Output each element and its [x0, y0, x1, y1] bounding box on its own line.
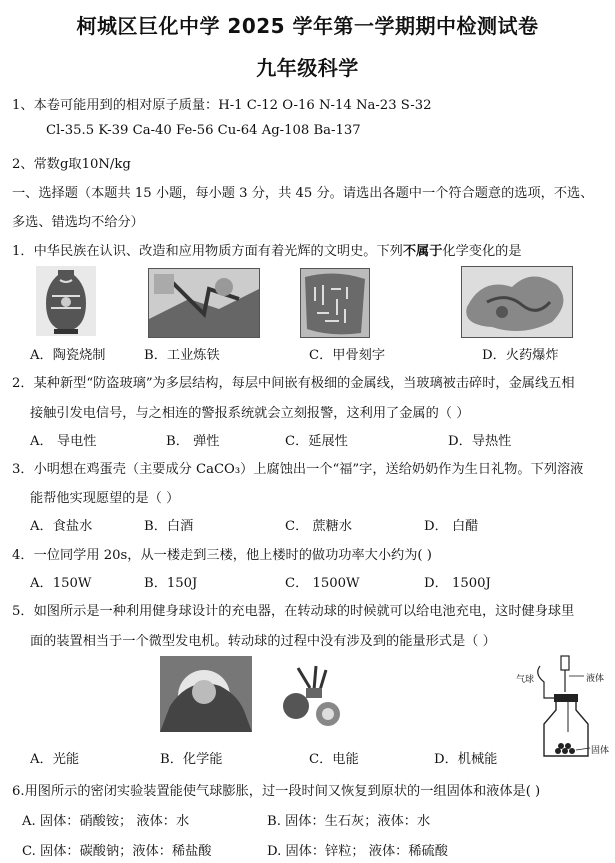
liquid-label: 液体 — [586, 674, 605, 684]
gunpowder-explosion-image — [461, 266, 573, 338]
q5-option-c: C．电能 — [309, 752, 359, 767]
subject-title: 九年级科学 — [256, 56, 359, 80]
q3-option-b: B．白酒 — [144, 519, 194, 534]
q2-stem-line1: 2．某种新型“防盗玻璃”为多层结构，每层中间嵌有极细的金属线，当玻璃被击碎时，金属线五相 — [12, 376, 575, 391]
q3-option-c: C． 蔗糖水 — [285, 519, 353, 534]
q5-option-a: A．光能 — [30, 752, 80, 767]
q1-stem-post: 化学变化的是 — [442, 244, 522, 259]
q1-option-d: D．火药爆炸 — [482, 348, 559, 363]
q6-option-a: A. 固体：硝酸铵； 液体：水 — [22, 814, 190, 829]
q5-option-d: D．机械能 — [434, 752, 498, 767]
porcelain-vase-image — [36, 266, 96, 336]
exam-title: 柯城区巨化中学 2025 学年第一学期期中检测试卷 — [76, 14, 539, 38]
section-heading-line2: 多选、错选均不给分） — [12, 215, 144, 230]
q3-stem-line2: 能帮他实现愿望的是（ ） — [30, 491, 180, 506]
q4-option-b: B．150J — [144, 576, 198, 591]
fitness-ball-hand-image — [160, 656, 252, 732]
q1-option-c: C．甲骨刻字 — [309, 348, 386, 363]
q1-stem-bold: 不属于 — [402, 244, 443, 259]
oracle-bone-image — [300, 268, 370, 338]
q5-stem-line1: 5．如图所示是一种利用健身球设计的充电器，在转动球的时候就可以给电池充电，这时健身球里 — [12, 604, 575, 619]
q4-stem: 4．一位同学用 20s，从一楼走到三楼，他上楼时的做功功率大小约为( ) — [12, 548, 432, 563]
section-heading-line1: 一、选择题（本题共 15 小题，每小题 3 分，共 45 分。请选出各题中一个符合题意的选项，不选、 — [12, 186, 594, 201]
q3-stem-line1: 3．小明想在鸡蛋壳（主要成分 CaCO₃）上腐蚀出一个“福”字，送给奶奶作为生日礼物。下列溶液 — [12, 462, 584, 477]
q5-option-b: B．化学能 — [160, 752, 223, 767]
q1-stem-pre: 1．中华民族在认识、改造和应用物质方面有着光辉的文明史。下列 — [12, 244, 403, 259]
note-gravity-constant: 2、常数g取10N/kg — [12, 157, 131, 172]
balloon-label: 气球 — [516, 675, 535, 685]
q4-option-c: C． 1500W — [285, 576, 360, 591]
q1-stem — [12, 240, 522, 259]
iron-smelting-image — [148, 268, 260, 338]
q4-option-d: D． 1500J — [424, 576, 491, 591]
note-atomic-mass-line2: Cl-35.5 K-39 Ca-40 Fe-56 Cu-64 Ag-108 Ba-137 — [46, 123, 361, 138]
q5-stem-line2: 面的装置相当于一个微型发电机。转动球的过程中没有涉及到的能量形式是（ ） — [30, 634, 496, 649]
q1-option-b: B．工业炼铁 — [144, 348, 220, 363]
charger-parts-image — [276, 662, 354, 732]
q1-option-a: A．陶瓷烧制 — [30, 348, 106, 363]
q6-stem: 6.用图所示的密闭实验装置能使气球膨胀，过一段时间又恢复到原状的一组固体和液体是( ) — [12, 784, 541, 799]
q6-option-d: D. 固体：锌粒； 液体：稀硫酸 — [267, 844, 448, 859]
note-atomic-mass-line1: 1、本卷可能用到的相对原子质量：H-1 C-12 O-16 N-14 Na-23 S-32 — [12, 98, 432, 113]
q2-option-d: D．导热性 — [448, 434, 512, 449]
q2-option-a: A． 导电性 — [30, 434, 97, 449]
solid-label: 固体 — [591, 746, 610, 756]
q3-option-d: D． 白醋 — [424, 519, 479, 534]
q2-option-c: C．延展性 — [285, 434, 348, 449]
q4-option-a: A．150W — [30, 576, 92, 591]
q2-stem-line2: 接触引发电信号，与之相连的警报系统就会立刻报警，这利用了金属的（ ） — [30, 406, 470, 421]
q6-option-b: B. 固体：生石灰；液体：水 — [267, 814, 431, 829]
q3-option-a: A．食盐水 — [30, 519, 93, 534]
q6-option-c: C. 固体：碳酸钠；液体：稀盐酸 — [22, 844, 212, 859]
q2-option-b: B． 弹性 — [166, 434, 220, 449]
